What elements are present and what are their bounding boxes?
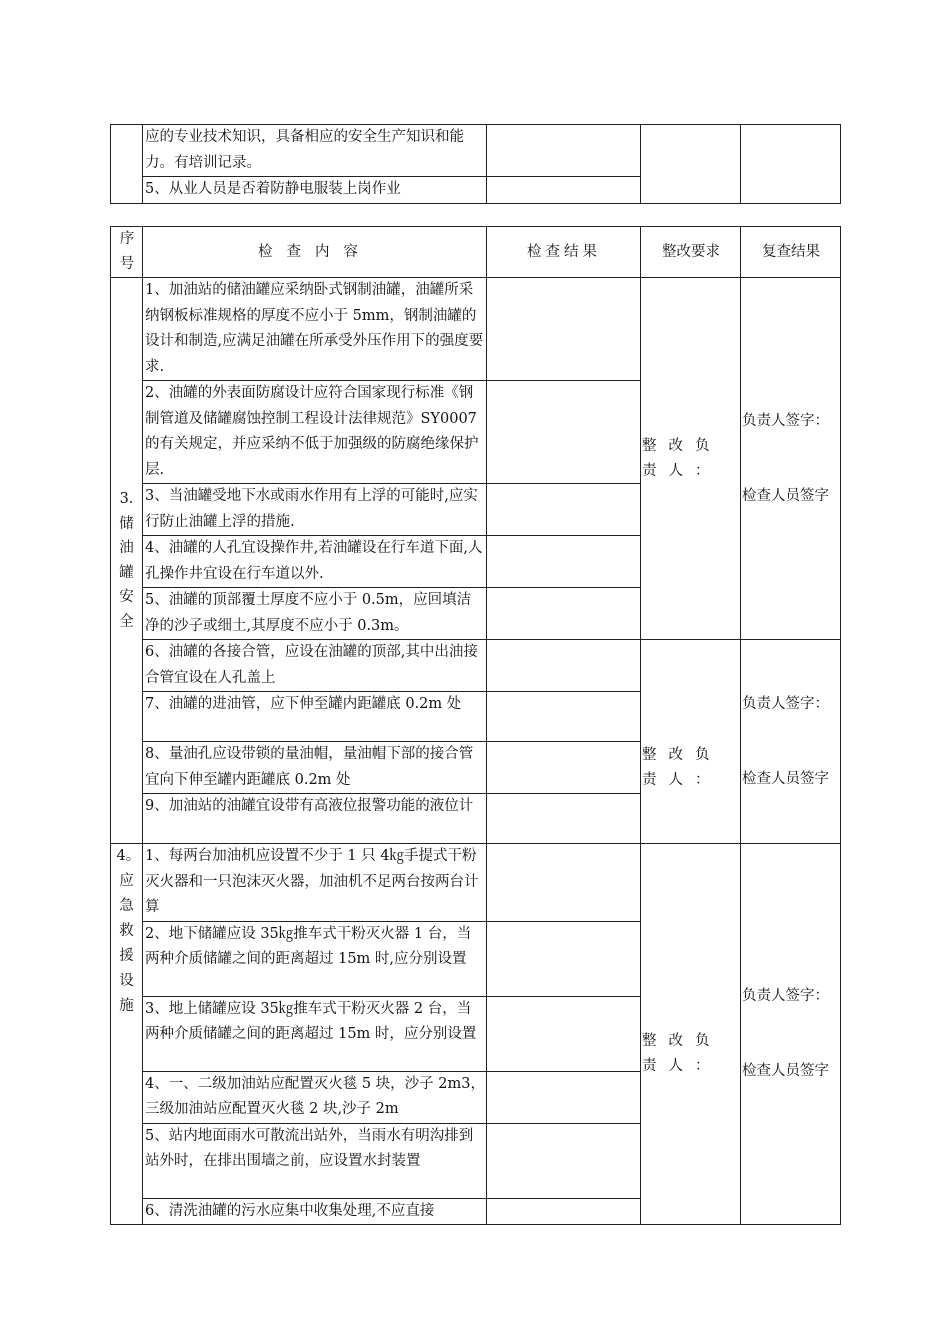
check-result-cell[interactable]: [487, 278, 641, 381]
review-sign-cell[interactable]: [741, 640, 841, 844]
check-result-cell[interactable]: [487, 484, 641, 536]
section-3-title: 3.储油罐安全: [111, 278, 143, 844]
rectify-person-cell[interactable]: 整改负责人：: [641, 278, 741, 640]
check-item: 6、油罐的各接合管，应设在油罐的顶部,其中出油接合管宜设在人孔盖上: [143, 640, 487, 692]
check-item: 4、油罐的人孔宜设操作井,若油罐设在行车道下面,人孔操作井宜设在行车道以外.: [143, 536, 487, 588]
review-sign-cell[interactable]: [741, 844, 841, 1225]
check-result-cell[interactable]: [487, 536, 641, 588]
rectify-cell[interactable]: [641, 125, 741, 204]
check-content-cell: 应的专业技术知识，具备相应的安全生产知识和能力。有培训记录。: [143, 125, 487, 177]
header-seq: 序号: [111, 227, 143, 278]
check-result-cell[interactable]: [487, 177, 641, 204]
check-result-cell[interactable]: [487, 125, 641, 177]
inspector-sign-label: 检查人员签字: [742, 487, 829, 504]
check-result-cell[interactable]: [487, 640, 641, 692]
responsible-sign-label: 负责人签字：: [742, 988, 829, 1004]
check-item: 4、一、二级加油站应配置灭火毯 5 块，沙子 2m3，三级加油站应配置灭火毯 2 块,沙子 2m: [143, 1071, 487, 1123]
check-item: 3、当油罐受地下水或雨水作用有上浮的可能时,应实行防止油罐上浮的措施.: [143, 484, 487, 536]
check-result-cell[interactable]: [487, 588, 641, 640]
check-item: 5、油罐的顶部覆土厚度不应小于 0.5m，应回填洁净的沙子或细土,其厚度不应小于 0.3m。: [143, 588, 487, 640]
check-result-cell[interactable]: [487, 1198, 641, 1225]
header-row: [111, 227, 841, 278]
check-item: 6、清洗油罐的污水应集中收集处理,不应直接: [143, 1198, 487, 1225]
review-sign-cell[interactable]: [741, 278, 841, 640]
check-item: 5、站内地面雨水可散流出站外，当雨水有明沟排到站外时，在排出围墙之前，应设置水封装置: [143, 1123, 487, 1198]
check-result-cell[interactable]: [487, 692, 641, 742]
inspection-table: [110, 226, 841, 1225]
header-content: 检查内容: [143, 227, 487, 278]
rectify-person-cell[interactable]: 整改负责人：: [641, 844, 741, 1225]
header-rectify: 整改要求: [641, 227, 741, 278]
seq-cell: [111, 125, 143, 204]
check-result-cell[interactable]: [487, 742, 641, 794]
check-result-cell[interactable]: [487, 1123, 641, 1198]
responsible-sign-label: 负责人签字：: [742, 412, 829, 429]
section-4-title: 4。应急救援设施: [111, 844, 143, 1225]
check-result-cell[interactable]: [487, 794, 641, 844]
inspector-sign-label: 检查人员签字: [742, 1063, 829, 1079]
header-result: 检查结果: [487, 227, 641, 278]
check-item: 8、量油孔应设带锁的量油帽，量油帽下部的接合管宜向下伸至罐内距罐底 0.2m 处: [143, 742, 487, 794]
header-review: 复查结果: [741, 227, 841, 278]
check-result-cell[interactable]: [487, 921, 641, 996]
check-result-cell[interactable]: [487, 844, 641, 922]
check-item: 1、每两台加油机应设置不少于 1 只 4㎏手提式干粉灭火器和一只泡沫灭火器，加油机不足两台按两台计算: [143, 844, 487, 922]
check-item: 3、地上储罐应设 35㎏推车式干粉灭火器 2 台，当两种介质储罐之间的距离超过 15m 时，应分别设置: [143, 996, 487, 1071]
rectify-person-cell[interactable]: 整改负责人：: [641, 640, 741, 844]
inspector-sign-label: 检查人员签字: [742, 770, 829, 787]
check-result-cell[interactable]: [487, 996, 641, 1071]
check-content-cell: 5、从业人员是否着防静电服装上岗作业: [143, 177, 487, 204]
continuation-table: [110, 124, 841, 204]
responsible-sign-label: 负责人签字：: [742, 695, 829, 712]
check-item: 7、油罐的进油管，应下伸至罐内距罐底 0.2m 处: [143, 692, 487, 742]
check-result-cell[interactable]: [487, 1071, 641, 1123]
check-item: 2、地下储罐应设 35㎏推车式干粉灭火器 1 台，当两种介质储罐之间的距离超过 15m 时,应分别设置: [143, 921, 487, 996]
check-item: 2、油罐的外表面防腐设计应符合国家现行标准《钢制管道及储罐腐蚀控制工程设计法律规范》SY0007 的有关规定，并应采纳不低于加强级的防腐绝缘保护层.: [143, 381, 487, 484]
review-cell[interactable]: [741, 125, 841, 204]
check-result-cell[interactable]: [487, 381, 641, 484]
check-item: 9、加油站的油罐宜设带有高液位报警功能的液位计: [143, 794, 487, 844]
check-item: 1、加油站的储油罐应采纳卧式钢制油罐，油罐所采纳钢板标准规格的厚度不应小于 5mm，钢制油罐的设计和制造,应满足油罐在所承受外压作用下的强度要求.: [143, 278, 487, 381]
